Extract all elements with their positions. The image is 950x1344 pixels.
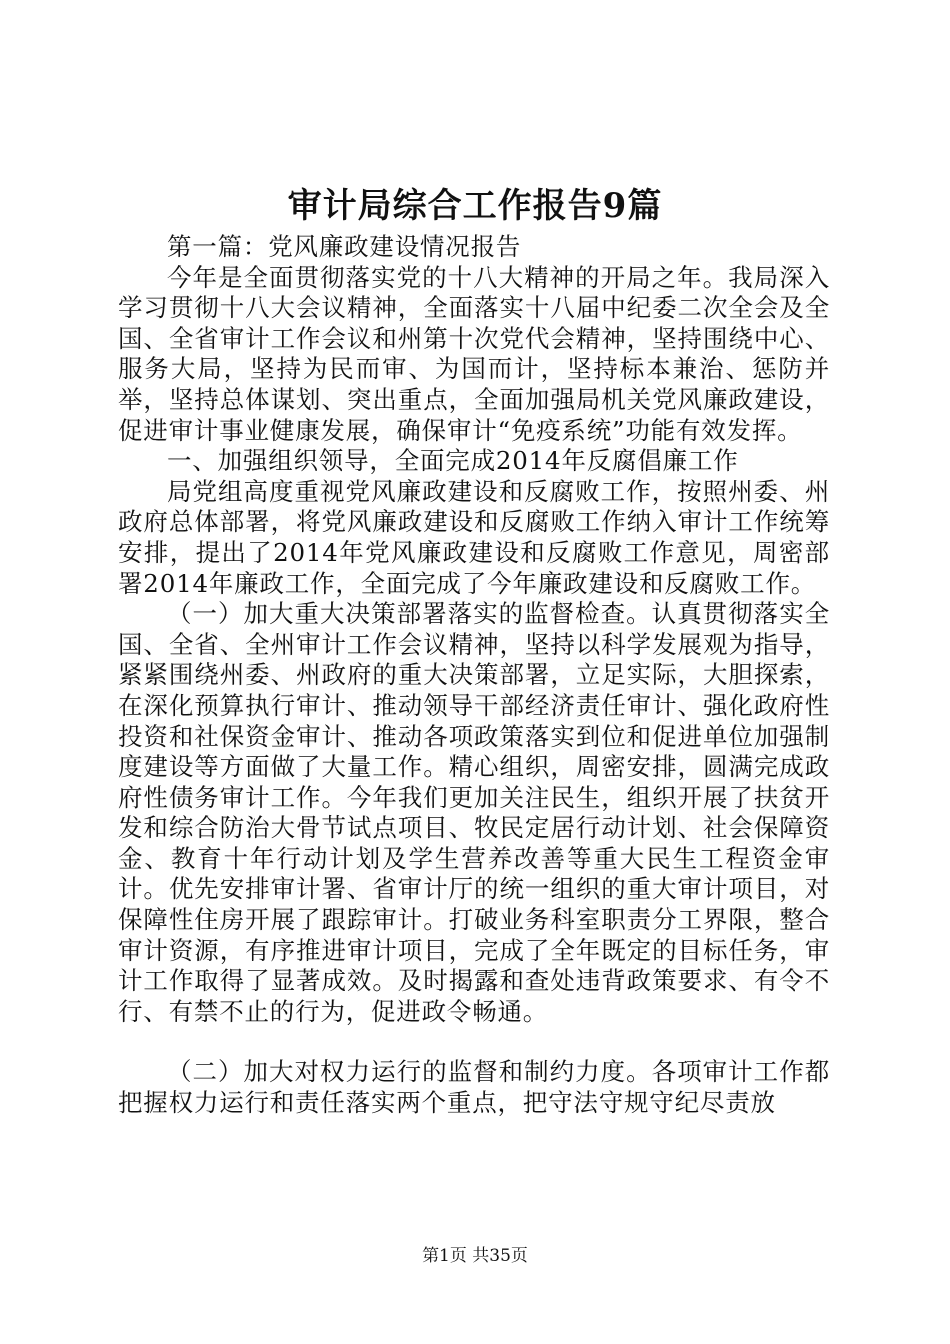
document-body xyxy=(118,232,830,1119)
page-footer: 第1页 共35页 xyxy=(422,1246,528,1266)
body-paragraph: （二）加大对权力运行的监督和制约力度。各项审计工作都把握权力运行和责任落实两个重点，把守法守规守纪尽责放 xyxy=(118,1057,830,1118)
document-title: 审计局综合工作报告9篇 xyxy=(287,186,663,226)
subsection-heading: 一、加强组织领导，全面完成2014年反腐倡廉工作 xyxy=(167,446,739,476)
body-paragraph: 局党组高度重视党风廉政建设和反腐败工作，按照州委、州政府总体部署，将党风廉政建设和反腐败工作纳入审计工作统筹安排，提出了2014年党风廉政建设和反腐败工作意见，周密部署2014年廉政工作，全面完成了今年廉政建设和反腐败工作。 xyxy=(118,476,830,598)
section-heading: 第一篇：党风廉政建设情况报告 xyxy=(167,232,522,261)
body-paragraph: （一）加大重大决策部署落实的监督检查。认真贯彻落实全国、全省、全州审计工作会议精神，坚持以科学发展观为指导，紧紧围绕州委、州政府的重大决策部署，立足实际，大胆探索，在深化预算执行审计、推动领导干部经济责任审计、强化政府性投资和社保资金审计、推动各项政策落实到位和促进单位加强制度建设等方面做了大量工作。精心组织，周密安排，圆满完成政府性债务审计工作。今年我们更加关注民生，组织开展了扶贫开发和综合防治大骨节试点项目、牧民定居行动计划、社会保障资金、教育十年行动计划及学生营养改善等重大民生工程资金审计。优先安排审计署、省审计厅的统一组织的重大审计项目，对保障性住房开展了跟踪审计。打破业务科室职责分工界限，整合审计资源，有序推进审计项目，完成了全年既定的目标任务，审计工作取得了显著成效。及时揭露和查处违背政策要求、有令不行、有禁不止的行为，促进政令畅通。 xyxy=(118,599,830,1026)
body-paragraph: 今年是全面贯彻落实党的十八大精神的开局之年。我局深入学习贯彻十八大会议精神，全面落实十八届中纪委二次全会及全国、全省审计工作会议和州第十次党代会精神，坚持围绕中心、服务大局，坚持为民而审、为国而计，坚持标本兼治、惩防并举，坚持总体谋划、突出重点，全面加强局机关党风廉政建设，促进审计事业健康发展，确保审计“免疫系统”功能有效发挥。 xyxy=(118,262,830,445)
